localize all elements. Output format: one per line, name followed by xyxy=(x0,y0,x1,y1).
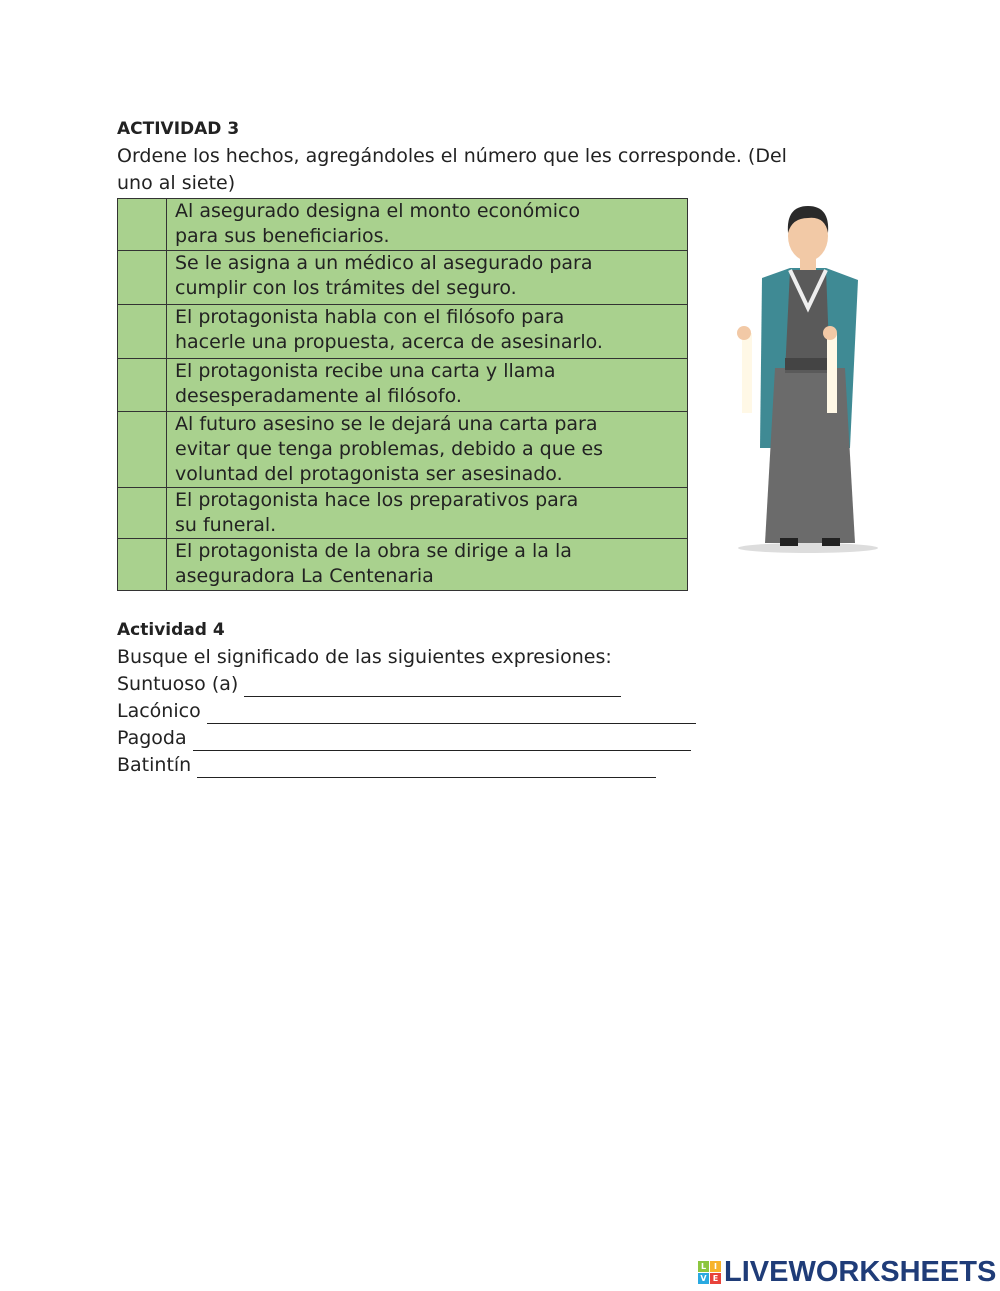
event-cell xyxy=(167,359,688,412)
order-number-input[interactable] xyxy=(118,360,170,384)
activity4-title: Actividad 4 xyxy=(117,620,225,640)
term-answer-input[interactable] xyxy=(197,755,656,778)
table-row xyxy=(118,251,688,305)
activity4-instruction: Busque el significado de las siguientes expresiones: xyxy=(117,646,612,668)
kimono-man-illustration xyxy=(730,198,885,560)
event-text-line: para sus beneficiarios. xyxy=(175,225,390,247)
badge-letter: V xyxy=(698,1273,709,1284)
term-label: Lacónico xyxy=(117,700,201,722)
ordering-table xyxy=(117,198,688,591)
badge-letter: E xyxy=(710,1273,721,1284)
table-row xyxy=(118,305,688,359)
order-number-cell[interactable] xyxy=(118,412,167,488)
event-text-line: Al asegurado designa el monto económico xyxy=(175,200,581,222)
term-row xyxy=(117,727,691,751)
event-text-line: El protagonista de la obra se dirige a la la xyxy=(175,540,572,562)
table-row xyxy=(118,359,688,412)
event-text-line: Al futuro asesino se le dejará una carta para xyxy=(175,413,598,435)
activity3-title: ACTIVIDAD 3 xyxy=(117,119,240,139)
activity3-instruction-cont: uno al siete) xyxy=(117,172,236,194)
event-cell xyxy=(167,412,688,488)
event-text-line: hacerle una propuesta, acerca de asesinarlo. xyxy=(175,331,603,353)
liveworksheets-logo xyxy=(698,1256,996,1289)
event-text-line: su funeral. xyxy=(175,514,277,536)
event-cell xyxy=(167,199,688,251)
logo-text: LIVEWORKSHEETS xyxy=(724,1256,997,1288)
term-label: Suntuoso (a) xyxy=(117,673,239,695)
event-text-line: evitar que tenga problemas, debido a que es xyxy=(175,438,604,460)
table-row xyxy=(118,539,688,591)
event-text-line: Se le asigna a un médico al asegurado para xyxy=(175,252,593,274)
term-label: Batintín xyxy=(117,754,192,776)
event-text-line: aseguradora La Centenaria xyxy=(175,565,434,587)
event-text-line: El protagonista habla con el filósofo para xyxy=(175,306,565,328)
order-number-cell[interactable] xyxy=(118,488,167,539)
term-answer-input[interactable] xyxy=(244,674,621,697)
order-number-input[interactable] xyxy=(118,540,170,564)
badge-letter: I xyxy=(710,1261,721,1272)
event-text-line: El protagonista hace los preparativos para xyxy=(175,489,579,511)
term-label: Pagoda xyxy=(117,727,187,749)
table-row xyxy=(118,412,688,488)
order-number-cell[interactable] xyxy=(118,251,167,305)
event-cell xyxy=(167,539,688,591)
order-number-input[interactable] xyxy=(118,413,170,437)
order-number-input[interactable] xyxy=(118,200,170,224)
badge-letter: L xyxy=(698,1261,709,1272)
term-answer-input[interactable] xyxy=(207,701,696,724)
event-text-line: El protagonista recibe una carta y llama xyxy=(175,360,556,382)
table-row xyxy=(118,199,688,251)
order-number-input[interactable] xyxy=(118,306,170,330)
event-cell xyxy=(167,251,688,305)
order-number-cell[interactable] xyxy=(118,359,167,412)
order-number-cell[interactable] xyxy=(118,539,167,591)
term-row xyxy=(117,673,621,697)
order-number-input[interactable] xyxy=(118,252,170,276)
table-row xyxy=(118,488,688,539)
order-number-cell[interactable] xyxy=(118,199,167,251)
live-badge-icon xyxy=(698,1261,721,1284)
term-row xyxy=(117,754,656,778)
activity3-instruction: Ordene los hechos, agregándoles el número que les corresponde. (Del xyxy=(117,145,787,167)
event-text-line: voluntad del protagonista ser asesinado. xyxy=(175,463,563,485)
event-cell xyxy=(167,305,688,359)
term-row xyxy=(117,700,696,724)
order-number-cell[interactable] xyxy=(118,305,167,359)
order-number-input[interactable] xyxy=(118,489,170,513)
event-text-line: cumplir con los trámites del seguro. xyxy=(175,277,517,299)
term-answer-input[interactable] xyxy=(193,728,691,751)
event-text-line: desesperadamente al filósofo. xyxy=(175,385,462,407)
event-cell xyxy=(167,488,688,539)
